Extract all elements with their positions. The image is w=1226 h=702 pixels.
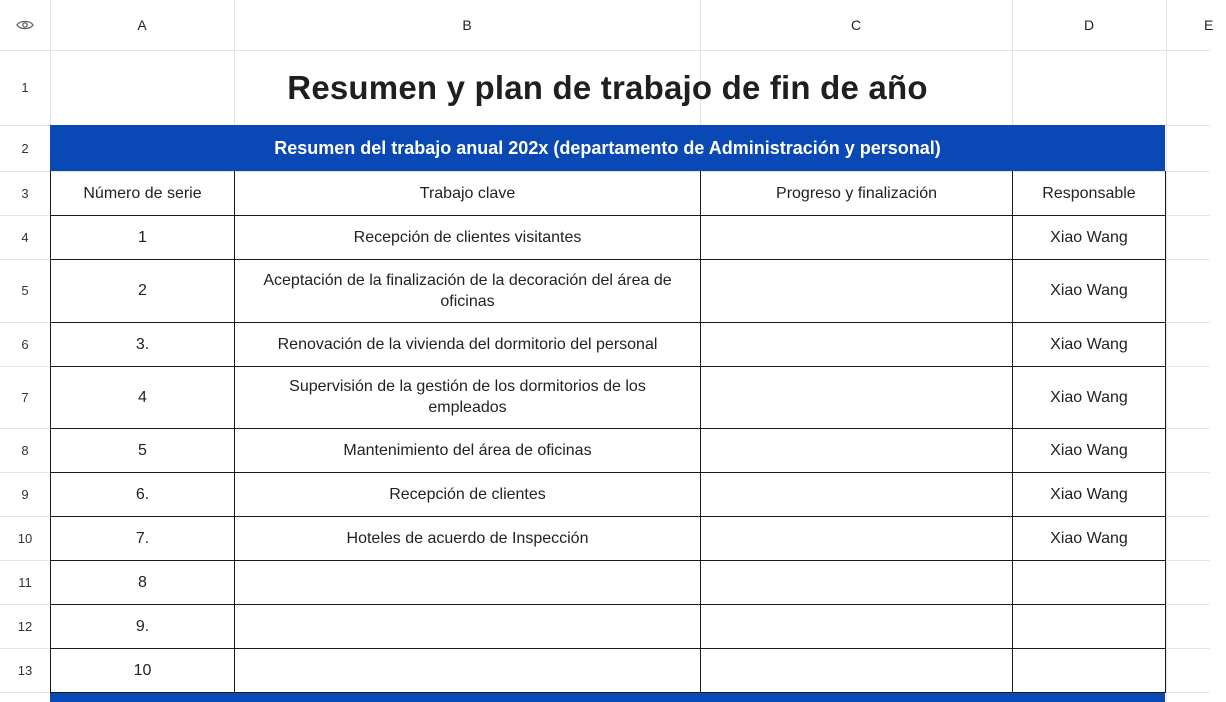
row-header-11[interactable]: 11 xyxy=(18,574,32,590)
cell-serial-number[interactable]: 8 xyxy=(138,573,147,591)
cell-responsible[interactable]: Xiao Wang xyxy=(1050,388,1128,406)
cell-serial-number[interactable]: 6. xyxy=(135,485,150,503)
cell-serial-number[interactable]: 5 xyxy=(138,441,147,459)
column-header-e[interactable]: E xyxy=(1204,17,1214,33)
header-responsible[interactable]: Responsable xyxy=(1042,184,1136,202)
cell-responsible[interactable] xyxy=(1013,560,1165,604)
cell-responsible[interactable] xyxy=(1013,604,1165,648)
column-header-a[interactable]: A xyxy=(137,17,147,33)
cell-progress[interactable] xyxy=(701,516,1012,560)
cell-key-work[interactable] xyxy=(235,648,700,692)
cell-progress[interactable] xyxy=(701,259,1012,322)
cell-serial-number[interactable]: 2 xyxy=(138,282,147,299)
row-header-7[interactable]: 7 xyxy=(21,389,29,405)
header-progress[interactable]: Progreso y finalización xyxy=(776,184,937,202)
cell-serial-number[interactable]: 1 xyxy=(138,228,147,246)
section-banner[interactable]: Resumen del trabajo anual 202x (departamento de Administración y personal) xyxy=(50,125,1165,171)
header-key-work[interactable]: Trabajo clave xyxy=(419,184,516,202)
cell-responsible[interactable]: Xiao Wang xyxy=(1050,529,1128,547)
column-header-c[interactable]: C xyxy=(850,17,862,33)
row-header-13[interactable]: 13 xyxy=(17,662,33,678)
visibility-toggle[interactable] xyxy=(0,0,50,50)
cell-progress[interactable] xyxy=(701,560,1012,604)
cell-serial-number[interactable]: 7. xyxy=(135,529,150,547)
row-header-12[interactable]: 12 xyxy=(17,618,33,634)
cell-responsible[interactable]: Xiao Wang xyxy=(1050,282,1128,299)
row-header-1[interactable]: 1 xyxy=(21,80,29,95)
column-header-d[interactable]: D xyxy=(1083,17,1095,33)
cell-responsible[interactable]: Xiao Wang xyxy=(1050,228,1128,246)
cell-key-work[interactable]: Aceptación de la finalización de la decoración del área de oficinas xyxy=(263,271,672,310)
cell-key-work[interactable] xyxy=(235,604,700,648)
cell-progress[interactable] xyxy=(701,322,1012,366)
row-header-3[interactable]: 3 xyxy=(21,185,29,201)
eye-icon xyxy=(16,19,34,31)
row-header-2[interactable]: 2 xyxy=(21,140,29,156)
sheet-title[interactable]: Resumen y plan de trabajo de fin de año xyxy=(287,68,928,106)
row-header-6[interactable]: 6 xyxy=(21,336,29,352)
row-header-8[interactable]: 8 xyxy=(21,442,29,458)
cell-serial-number[interactable]: 10 xyxy=(133,661,152,679)
cell-responsible[interactable] xyxy=(1013,648,1165,692)
cell-key-work[interactable]: Recepción de clientes xyxy=(389,485,546,503)
row-header-10[interactable]: 10 xyxy=(17,530,33,546)
row-header-5[interactable]: 5 xyxy=(21,283,29,298)
cell-progress[interactable] xyxy=(701,428,1012,472)
header-serial-number[interactable]: Número de serie xyxy=(83,184,202,202)
cell-serial-number[interactable]: 3. xyxy=(135,335,150,353)
column-header-b[interactable]: B xyxy=(462,17,472,33)
cell-progress[interactable] xyxy=(701,366,1012,428)
cell-responsible[interactable]: Xiao Wang xyxy=(1050,485,1128,503)
cell-key-work[interactable] xyxy=(235,560,700,604)
cell-progress[interactable] xyxy=(701,648,1012,692)
cell-serial-number[interactable]: 9. xyxy=(135,617,150,635)
row-header-4[interactable]: 4 xyxy=(21,229,29,245)
cell-progress[interactable] xyxy=(701,472,1012,516)
cell-serial-number[interactable]: 4 xyxy=(138,388,147,406)
next-section-banner[interactable] xyxy=(50,693,1165,702)
cell-key-work[interactable]: Renovación de la vivienda del dormitorio del personal xyxy=(277,335,658,353)
cell-key-work[interactable]: Supervisión de la gestión de los dormitorios de los empleados xyxy=(289,378,646,416)
cell-key-work[interactable]: Recepción de clientes visitantes xyxy=(353,228,582,246)
cell-key-work[interactable]: Hoteles de acuerdo de Inspección xyxy=(346,529,589,547)
cell-key-work[interactable]: Mantenimiento del área de oficinas xyxy=(343,441,592,459)
cell-responsible[interactable]: Xiao Wang xyxy=(1050,441,1128,459)
cell-progress[interactable] xyxy=(701,604,1012,648)
cell-responsible[interactable]: Xiao Wang xyxy=(1050,335,1128,353)
row-header-9[interactable]: 9 xyxy=(21,486,29,502)
cell-progress[interactable] xyxy=(701,215,1012,259)
